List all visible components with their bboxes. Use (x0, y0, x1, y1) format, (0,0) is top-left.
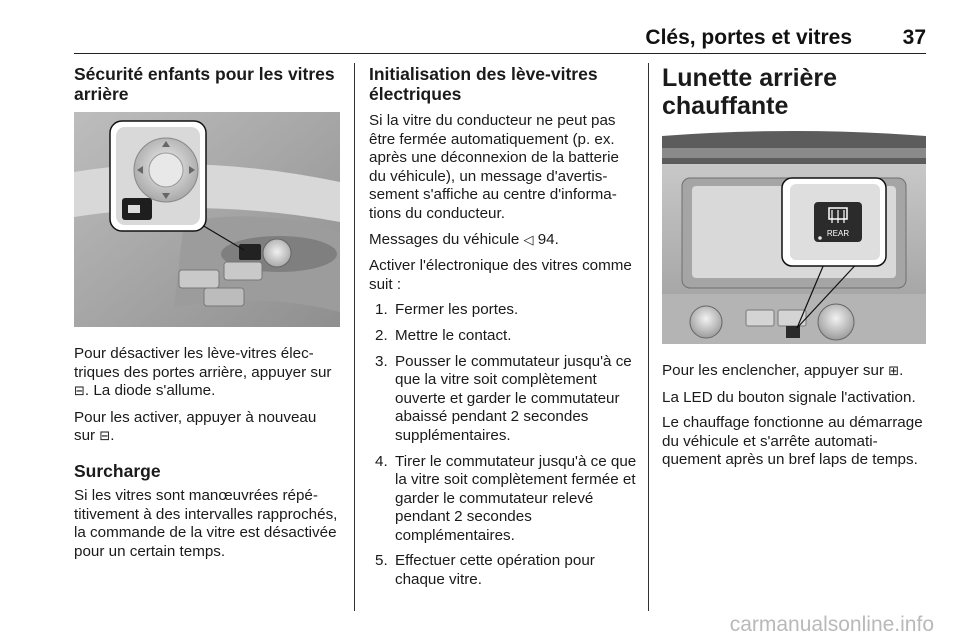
door-switch-illustration (74, 112, 340, 327)
list-item (369, 353, 637, 446)
list-item (369, 453, 637, 546)
text-run: . (110, 427, 115, 445)
rear-defrost-icon: ⊞ (888, 364, 900, 379)
list-item (369, 552, 637, 589)
step-number: 1. (375, 301, 388, 319)
child-lock-window-icon: ⊟ (74, 384, 85, 400)
column-divider (354, 63, 355, 611)
rear-label: REAR (826, 229, 850, 238)
dashboard-illustration (662, 130, 926, 344)
column-child-lock (74, 64, 340, 568)
paragraph (662, 362, 928, 382)
step-text: Pousser le commutateur jusqu'à ce que la vitre soit complètement ouverte et garder le commutateur abaissé pendant 2 secondes supplémentaires. (395, 352, 632, 444)
text-run: Messages du véhicule (369, 230, 524, 248)
text-run: . La diode s'allume. (84, 382, 216, 400)
column-window-init (369, 64, 637, 597)
step-number: 3. (375, 352, 388, 370)
paragraph: Le chauffage fonctionne au démarrage du véhicule et s'arrête automatiquement après un bref laps de temps. (662, 414, 923, 469)
step-text: Mettre le contact. (395, 326, 512, 344)
paragraph (74, 345, 340, 402)
step-text: Fermer les portes. (395, 301, 519, 319)
text-run: 94. (533, 230, 559, 248)
section-heading-overload: Surcharge (74, 460, 161, 481)
page-reference-arrow: ◁ (523, 232, 534, 248)
list-item (369, 301, 637, 320)
paragraph: Si les vitres sont manœuvrées répétitivement à des intervalles rapprochés, la commande de la vitre est désactivée pour un certain temps. (74, 486, 338, 560)
header-rule (74, 53, 926, 54)
text-run: Pour les activer, appuyer à nouveau sur (74, 408, 317, 445)
rear-defrost-icon (829, 208, 847, 223)
paragraph: Activer l'électronique des vitres comme suit : (369, 257, 632, 293)
text-run: Pour désactiver les lève-vitres électriques des portes arrière, appuyer sur (74, 345, 332, 381)
column-rear-defrost (662, 64, 928, 477)
page-number: 37 (902, 26, 926, 49)
text-run: . (899, 362, 904, 379)
paragraph: La LED du bouton signale l'activation. (662, 388, 916, 406)
text-run: Pour les enclencher, appuyer sur (662, 362, 889, 379)
step-text: Tirer le commutateur jusqu'à ce que la vitre soit complètement fermée et garder le commutateur relevé pendant 2 secondes complémentaires. (395, 452, 637, 544)
step-text: Effectuer cette opération pour chaque vitre. (395, 552, 595, 589)
section-heading-child-lock: Sécurité enfants pour les vitres arrière (74, 64, 335, 104)
list-item (369, 327, 637, 346)
step-number: 2. (375, 326, 388, 344)
step-number: 5. (375, 552, 388, 570)
step-number: 4. (375, 452, 388, 470)
watermark-text: carmanualsonline.info (729, 613, 934, 636)
paragraph: Si la vitre du conducteur ne peut pas être fermée automatiquement (p. ex. après une déconnexion de la batterie du véhicule), un message d'avertissement s'affiche au centre d'informations du conducteur. (369, 112, 619, 222)
section-heading-rear-defrost: Lunette arrière chauffante (662, 64, 838, 120)
paragraph (74, 409, 340, 447)
column-divider (648, 63, 649, 611)
running-header-title: Clés, portes et vitres (645, 26, 852, 49)
steps-list (369, 301, 637, 589)
section-heading-window-init: Initialisation des lève-vitres électriques (369, 64, 598, 104)
child-lock-window-icon: ⊟ (99, 429, 111, 445)
paragraph (369, 231, 637, 251)
